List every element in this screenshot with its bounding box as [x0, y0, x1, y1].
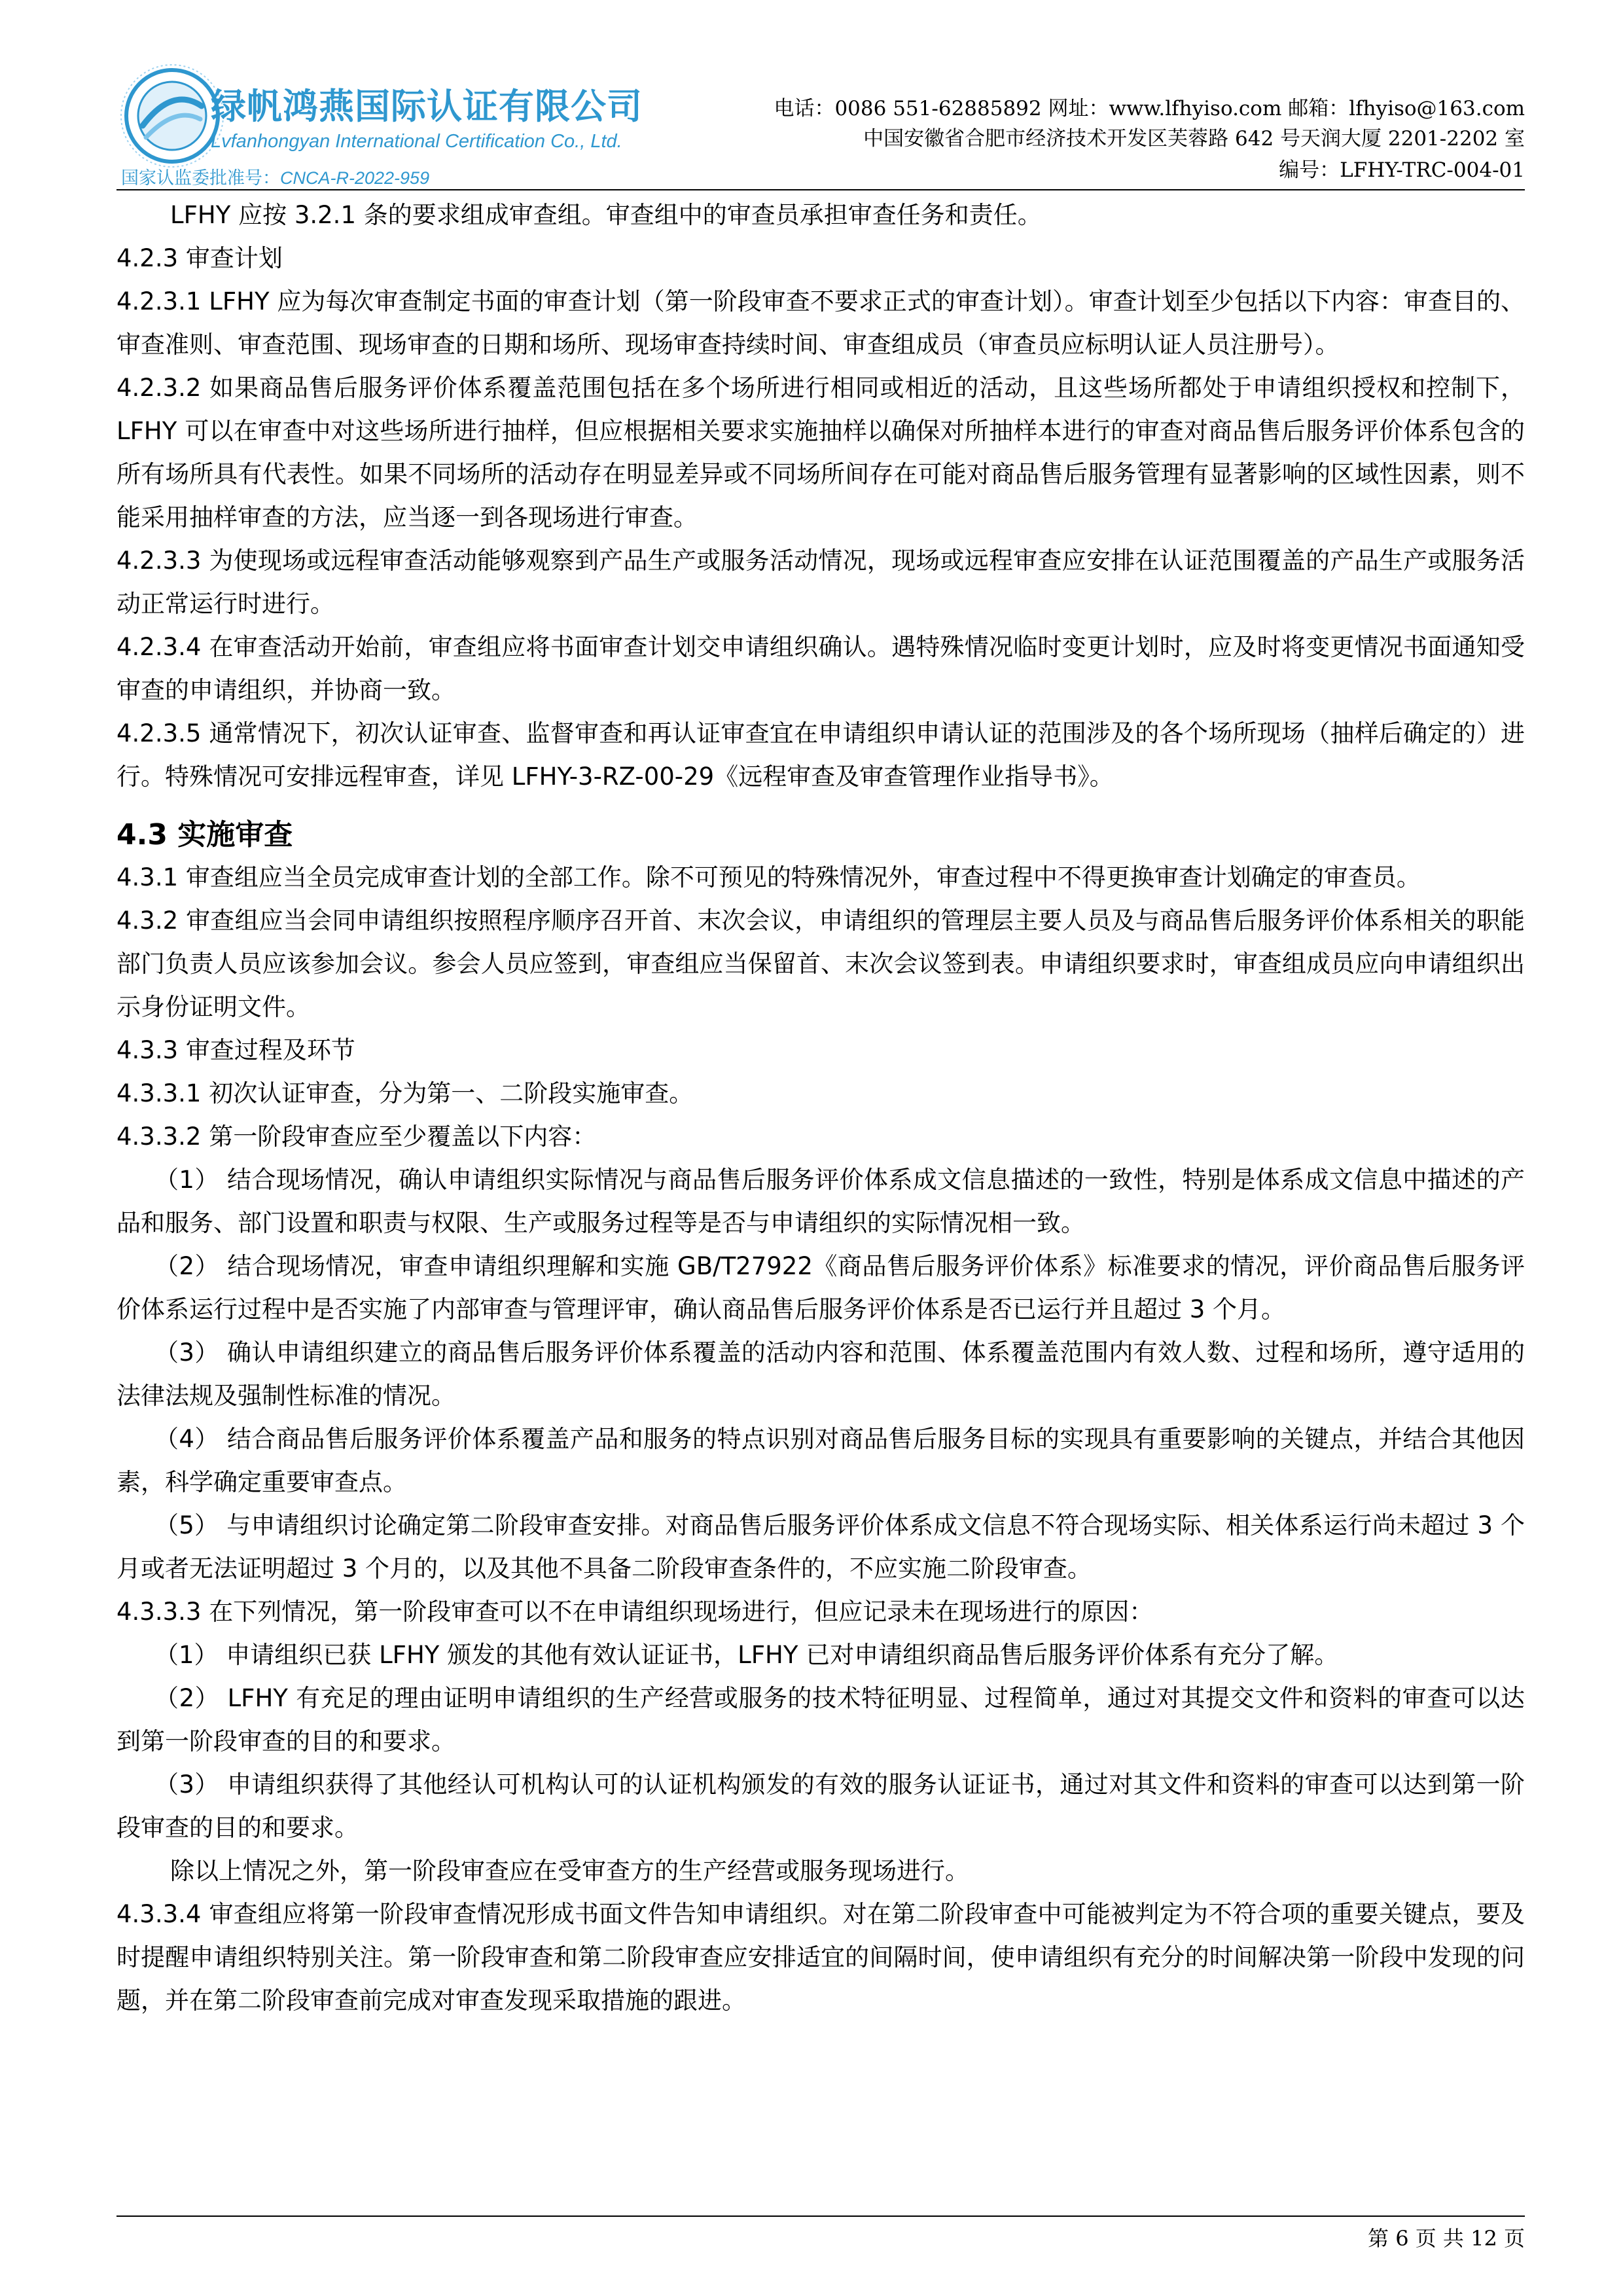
company-name-en: Lvfanhongyan International Certification Co., Ltd.: [211, 131, 622, 152]
list-item: （3） 申请组织获得了其他经认可机构认可的认证机构颁发的有效的服务认证证书，通过对其文件和资料的审查可以达到第一阶段审查的目的和要求。: [116, 1770, 1525, 1842]
paragraph: 4.2.3.4 在审查活动开始前，审查组应将书面审查计划交申请组织确认。遇特殊情况临时变更计划时，应及时将变更情况书面通知受审查的申请组织，并协商一致。: [116, 633, 1525, 704]
list-item: （4） 结合商品售后服务评价体系覆盖产品和服务的特点识别对商品售后服务目标的实现具有重要影响的关键点，并结合其他因素，科学确定重要审查点。: [116, 1425, 1525, 1496]
document-body: [116, 194, 1525, 2022]
list-item: （2） LFHY 有充足的理由证明申请组织的生产经营或服务的技术特征明显、过程简单，通过对其提交文件和资料的审查可以达到第一阶段审查的目的和要求。: [116, 1684, 1525, 1755]
paragraph: 4.2.3.1 LFHY 应为每次审查制定书面的审查计划（第一阶段审查不要求正式的审查计划）。审查计划至少包括以下内容：审查目的、审查准则、审查范围、现场审查的日期和场所、现场审查持续时间、审查组成员（审查员应标明认证人员注册号）。: [116, 287, 1525, 359]
contact-info: 电话：0086 551-62885892 网址：www.lfhyiso.com 邮箱：lfhyiso@163.com: [774, 97, 1525, 120]
header-divider: [116, 189, 1525, 190]
page-number: 第 6 页 共 12 页: [1368, 2226, 1525, 2251]
paragraph: 4.2.3.2 如果商品售后服务评价体系覆盖范围包括在多个场所进行相同或相近的活动，且这些场所都处于申请组织授权和控制下，LFHY 可以在审查中对这些场所进行抽样，但应根据相关要求实施抽样以确保对所抽样本进行的审查对商品售后服务评价体系包含的所有场所具有代表性。如果不同场所的活动存在明显差异或不同场所间存在可能对商品售后服务管理有显著影响的区域性因素，则不能采用抽样审查的方法，应当逐一到各现场进行审查。: [116, 374, 1525, 531]
approval-value: CNCA-R-2022-959: [280, 168, 430, 188]
paragraph: 4.2.3.3 为使现场或远程审查活动能够观察到产品生产或服务活动情况，现场或远程审查应安排在认证范围覆盖的产品生产或服务活动正常运行时进行。: [116, 547, 1525, 618]
footer-divider: [116, 2215, 1525, 2217]
subsection-heading: 4.3.3 审查过程及环节: [116, 1036, 355, 1064]
list-item: （1） 申请组织已获 LFHY 颁发的其他有效认证证书，LFHY 已对申请组织商品售后服务评价体系有充分了解。: [154, 1641, 1339, 1669]
paragraph: 4.3.2 审查组应当会同申请组织按照程序顺序召开首、末次会议，申请组织的管理层主要人员及与商品售后服务评价体系相关的职能部门负责人员应该参加会议。参会人员应签到，审查组应当保留首、末次会议签到表。申请组织要求时，审查组成员应向申请组织出示身份证明文件。: [116, 906, 1525, 1021]
company-name-cn: 绿帆鸿燕国际认证有限公司: [211, 86, 643, 127]
paragraph: 4.3.3.1 初次认证审查，分为第一、二阶段实施审查。: [116, 1079, 694, 1107]
paragraph: 4.3.3.4 审查组应将第一阶段审查情况形成书面文件告知申请组织。对在第二阶段审查中可能被判定为不符合项的重要关键点，要及时提醒申请组织特别关注。第一阶段审查和第二阶段审查应安排适宜的间隔时间，使申请组织有充分的时间解决第一阶段中发现的问题，并在第二阶段审查前完成对审查发现采取措施的跟进。: [116, 1900, 1525, 2015]
list-item: （2） 结合现场情况，审查申请组织理解和实施 GB/T27922《商品售后服务评价体系》标准要求的情况，评价商品售后服务评价体系运行过程中是否实施了内部审查与管理评审，确认商品售后服务评价体系是否已运行并且超过 3 个月。: [116, 1252, 1525, 1323]
list-item: （3） 确认申请组织建立的商品售后服务评价体系覆盖的活动内容和范围、体系覆盖范围内有效人数、过程和场所，遵守适用的法律法规及强制性标准的情况。: [116, 1338, 1525, 1410]
paragraph: 4.2.3.5 通常情况下，初次认证审查、监督审查和再认证审查宜在申请组织申请认证的范围涉及的各个场所现场（抽样后确定的）进行。特殊情况可安排远程审查，详见 LFHY-3-RZ-00-29《远程审查及审查管理作业指导书》。: [116, 719, 1525, 791]
paragraph: 除以上情况之外，第一阶段审查应在受审查方的生产经营或服务现场进行。: [170, 1857, 969, 1885]
address-info: 中国安徽省合肥市经济技术开发区芙蓉路 642 号天润大厦 2201-2202 室: [863, 127, 1525, 151]
paragraph: LFHY 应按 3.2.1 条的要求组成审查组。审查组中的审查员承担审查任务和责任。: [170, 201, 1042, 229]
list-item: （5） 与申请组织讨论确定第二阶段审查安排。对商品售后服务评价体系成文信息不符合现场实际、相关体系运行尚未超过 3 个月或者无法证明超过 3 个月的，以及其他不具备二阶段审查条件的，不应实施二阶段审查。: [116, 1511, 1525, 1583]
approval-number: [121, 164, 632, 190]
paragraph: 4.3.3.3 在下列情况，第一阶段审查可以不在申请组织现场进行，但应记录未在现场进行的原因：: [116, 1598, 1154, 1626]
subsection-heading: 4.2.3 审查计划: [116, 244, 283, 272]
section-heading: 4.3 实施审查: [116, 818, 293, 852]
document-number: 编号：LFHY-TRC-004-01: [1279, 158, 1525, 182]
page-header: [0, 0, 1623, 196]
paragraph: 4.3.1 审查组应当全员完成审查计划的全部工作。除不可预见的特殊情况外，审查过程中不得更换审查计划确定的审查员。: [116, 863, 1421, 891]
paragraph: 4.3.3.2 第一阶段审查应至少覆盖以下内容：: [116, 1122, 597, 1151]
approval-label: 国家认监委批准号：: [121, 168, 280, 188]
list-item: （1） 结合现场情况，确认申请组织实际情况与商品售后服务评价体系成文信息描述的一致性，特别是体系成文信息中描述的产品和服务、部门设置和职责与权限、生产或服务过程等是否与申请组织的实际情况相一致。: [116, 1166, 1525, 1237]
